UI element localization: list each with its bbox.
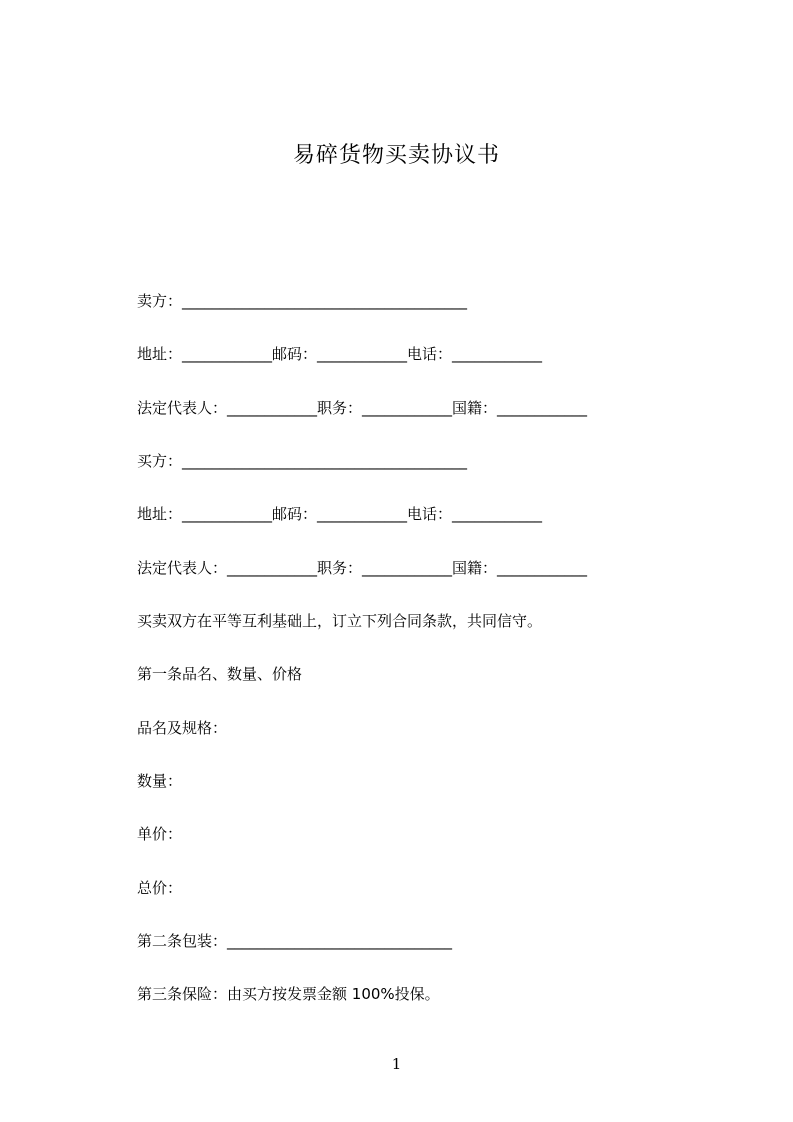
seller-address-label: 地址： — [137, 345, 183, 363]
article-2-packaging — [137, 930, 452, 952]
seller-nationality-label: 国籍： — [452, 399, 498, 417]
buyer-representative-line — [137, 557, 587, 579]
seller-phone-blank: ____________ — [452, 345, 543, 363]
seller-rep-label: 法定代表人： — [137, 399, 228, 417]
quantity-field: 数量： — [137, 772, 183, 790]
buyer-rep-blank: ____________ — [227, 559, 318, 577]
name-spec-field: 品名及规格： — [137, 719, 228, 737]
seller-label: 卖方： — [137, 292, 183, 310]
seller-blank: ______________________________________ — [182, 292, 468, 310]
buyer-postcode-label: 邮码： — [272, 505, 318, 523]
buyer-label: 买方： — [137, 452, 183, 470]
seller-position-blank: ____________ — [362, 399, 453, 417]
buyer-nationality-blank: ____________ — [497, 559, 588, 577]
packaging-blank: ______________________________ — [227, 932, 453, 950]
seller-position-label: 职务： — [317, 399, 363, 417]
document-title: 易碎货物买卖协议书 — [292, 143, 500, 168]
buyer-position-blank: ____________ — [362, 559, 453, 577]
buyer-line — [137, 450, 467, 472]
article-1-heading: 第一条品名、数量、价格 — [137, 665, 303, 683]
unit-price-field: 单价： — [137, 825, 183, 843]
total-price-field: 总价： — [137, 879, 183, 897]
buyer-blank: ______________________________________ — [182, 452, 468, 470]
buyer-nationality-label: 国籍： — [452, 559, 498, 577]
seller-address-blank: ____________ — [182, 345, 273, 363]
seller-rep-blank: ____________ — [227, 399, 318, 417]
buyer-phone-label: 电话： — [407, 505, 453, 523]
buyer-address-label: 地址： — [137, 505, 183, 523]
seller-postcode-blank: ____________ — [317, 345, 408, 363]
seller-phone-label: 电话： — [407, 345, 453, 363]
seller-postcode-label: 邮码： — [272, 345, 318, 363]
seller-contact-line — [137, 343, 542, 365]
article-3-insurance: 第三条保险：由买方按发票金额 100%投保。 — [137, 985, 440, 1003]
seller-line — [137, 290, 467, 312]
seller-representative-line — [137, 397, 587, 419]
buyer-postcode-blank: ____________ — [317, 505, 408, 523]
buyer-rep-label: 法定代表人： — [137, 559, 228, 577]
packaging-label: 第二条包装： — [137, 932, 228, 950]
preamble: 买卖双方在平等互利基础上，订立下列合同条款，共同信守。 — [137, 612, 543, 630]
seller-nationality-blank: ____________ — [497, 399, 588, 417]
page-number: 1 — [391, 1055, 402, 1073]
buyer-address-blank: ____________ — [182, 505, 273, 523]
buyer-phone-blank: ____________ — [452, 505, 543, 523]
buyer-position-label: 职务： — [317, 559, 363, 577]
buyer-contact-line — [137, 503, 542, 525]
